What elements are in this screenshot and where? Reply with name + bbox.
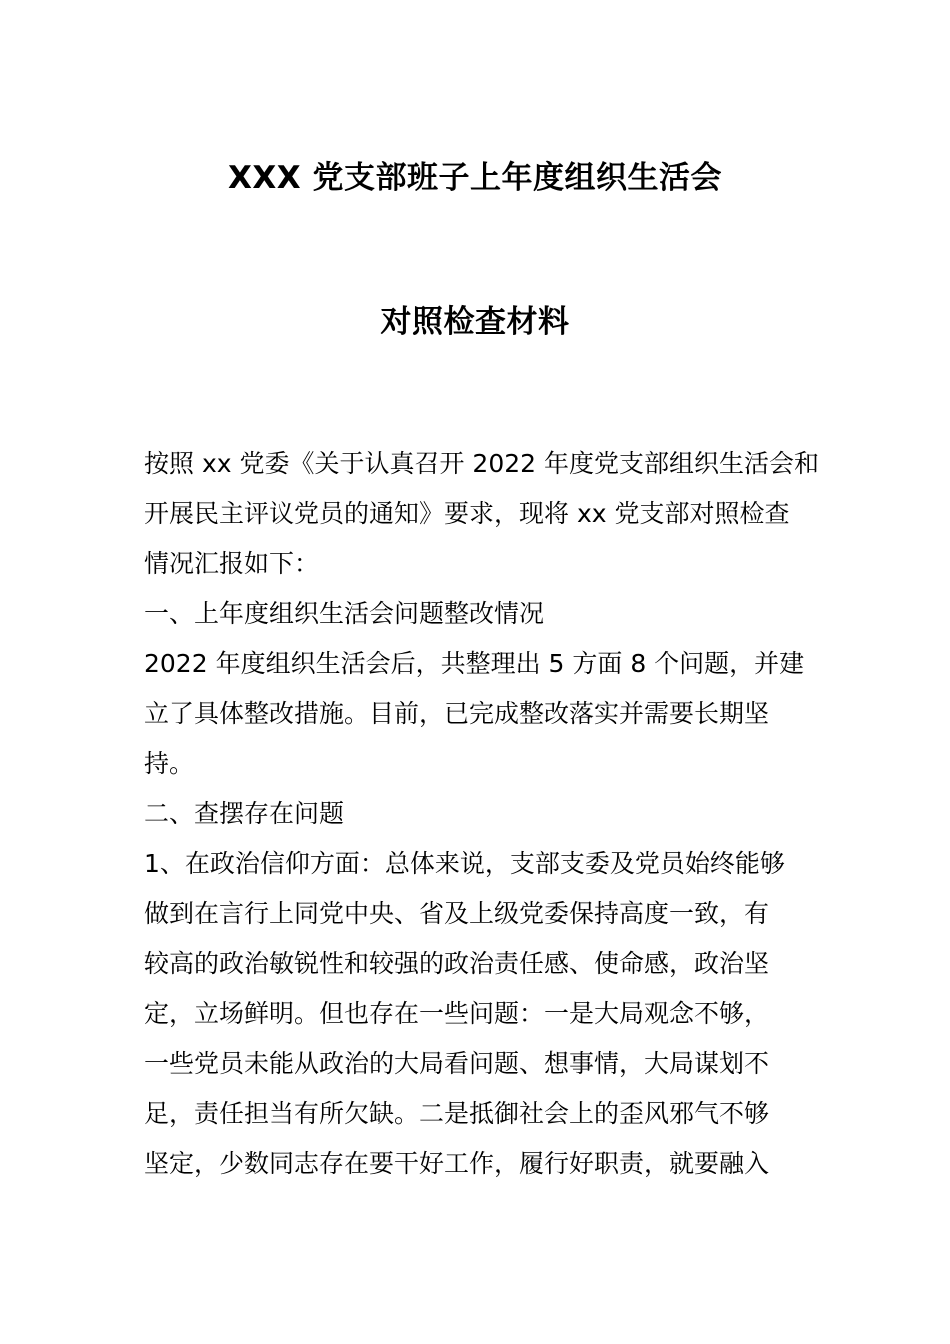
body-line: 开展民主评议党员的通知》要求，现将 xx 党支部对照检查	[144, 499, 790, 528]
document-title-line-2: 对照检查材料	[380, 304, 570, 340]
body-line: 2022 年度组织生活会后，共整理出 5 方面 8 个问题，并建	[144, 649, 805, 678]
document-body	[144, 439, 820, 1189]
body-line: 按照 xx 党委《关于认真召开 2022 年度党支部组织生活会和	[144, 449, 820, 478]
body-line: 定，立场鲜明。但也存在一些问题：一是大局观念不够，	[144, 999, 770, 1028]
section-heading-2: 二、查摆存在问题	[144, 799, 345, 828]
body-line: 1、在政治信仰方面：总体来说，支部支委及党员始终能够	[144, 849, 785, 878]
body-line: 做到在言行上同党中央、省及上级党委保持高度一致，有	[144, 899, 770, 928]
body-line: 一些党员未能从政治的大局看问题、想事情，大局谋划不	[144, 1049, 770, 1078]
body-line: 较高的政治敏锐性和较强的政治责任感、使命感，政治坚	[144, 949, 770, 978]
document-title-line-1: XXX 党支部班子上年度组织生活会	[228, 160, 722, 196]
section-heading-1: 一、上年度组织生活会问题整改情况	[144, 599, 545, 628]
body-line: 情况汇报如下：	[144, 549, 320, 578]
body-line: 立了具体整改措施。目前，已完成整改落实并需要长期坚	[144, 699, 770, 728]
body-line: 足，责任担当有所欠缺。二是抵御社会上的歪风邪气不够	[144, 1099, 770, 1128]
body-line: 坚定，少数同志存在要干好工作，履行好职责，就要融入	[144, 1149, 770, 1178]
body-line: 持。	[144, 749, 195, 778]
